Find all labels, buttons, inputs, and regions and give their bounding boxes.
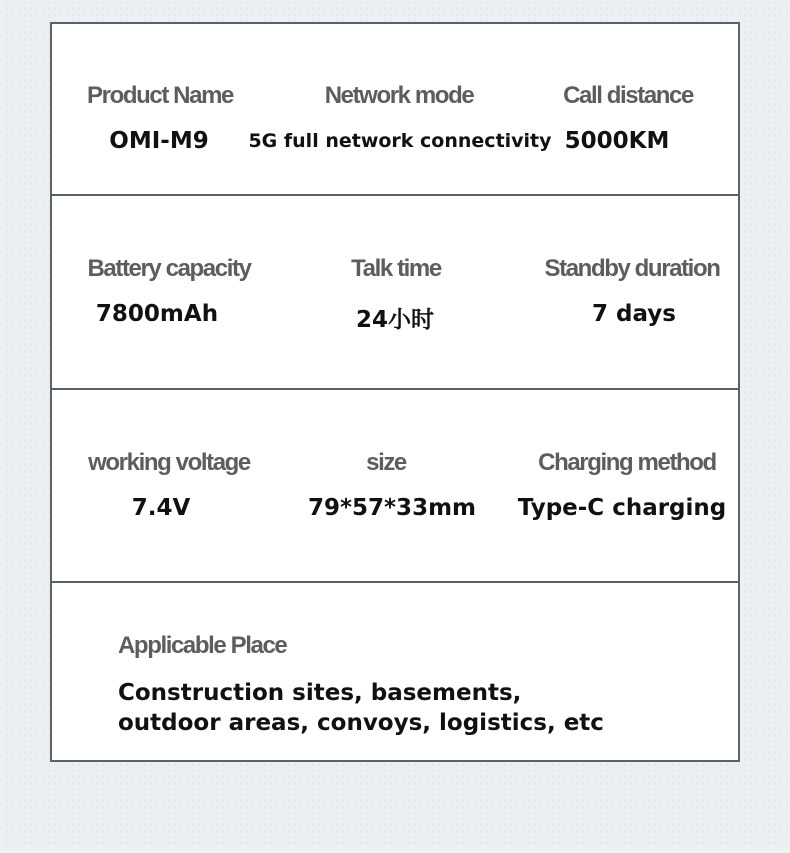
call-distance-value: 5000KM	[564, 128, 670, 154]
network-mode-value: 5G full network connectivity	[248, 130, 552, 152]
row-divider	[52, 581, 738, 583]
applicable-place-value	[118, 678, 718, 738]
working-voltage-label: working voltage	[88, 449, 250, 476]
charging-method-value: Type-C charging	[517, 495, 727, 521]
product-name-label: Product Name	[87, 82, 233, 109]
network-mode-label: Network mode	[324, 82, 474, 109]
product-name-value: OMI-M9	[109, 128, 209, 154]
size-value: 79*57*33mm	[307, 495, 477, 521]
standby-duration-label: Standby duration	[544, 255, 720, 282]
battery-capacity-value: 7800mAh	[95, 301, 219, 327]
call-distance-label: Call distance	[563, 82, 693, 109]
talk-time-label: Talk time	[351, 255, 441, 282]
battery-capacity-label: Battery capacity	[87, 255, 251, 282]
applicable-place-line: Construction sites, basements,	[118, 680, 522, 706]
row-divider	[52, 388, 738, 390]
standby-duration-value: 7 days	[592, 301, 676, 327]
charging-method-label: Charging method	[538, 449, 716, 476]
size-label: size	[366, 449, 406, 476]
applicable-place-line: outdoor areas, convoys, logistics, etc	[118, 710, 604, 736]
talk-time-value: 24小时	[355, 307, 435, 333]
row-divider	[52, 194, 738, 196]
working-voltage-value: 7.4V	[131, 495, 191, 521]
spec-table	[50, 22, 740, 762]
applicable-place-label: Applicable Place	[118, 632, 287, 659]
